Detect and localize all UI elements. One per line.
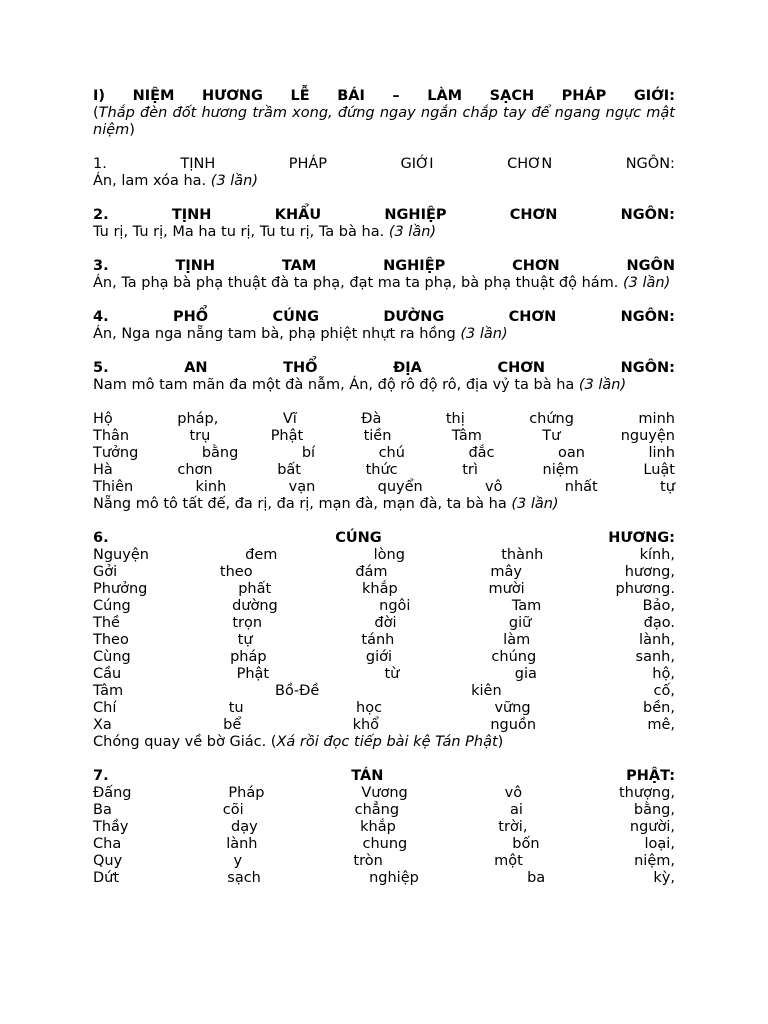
mantra: Tu rị, Tu rị, Ma ha tu rị, Tu tu rị, Ta bà ha. bbox=[93, 224, 389, 240]
verse-word: chú bbox=[378, 445, 405, 461]
verse-word: giới bbox=[365, 649, 393, 665]
closing-text: Chóng quay về bờ Giác. ( bbox=[93, 734, 277, 750]
verse-word: thức bbox=[365, 462, 398, 478]
verse-word: kỳ, bbox=[653, 870, 675, 886]
verse-word: trọn bbox=[232, 615, 263, 631]
verse-word: linh bbox=[648, 445, 675, 461]
verse-word: vững bbox=[494, 700, 531, 716]
verse-word: theo bbox=[219, 564, 253, 580]
verse-word: tự bbox=[237, 632, 253, 648]
section-tinh-phap-gioi bbox=[93, 156, 675, 190]
verse-word: Gởi bbox=[93, 564, 118, 580]
heading-word: TỊNH bbox=[180, 156, 216, 172]
mantra: Án, lam xóa ha. bbox=[93, 173, 211, 189]
verse-word: cố, bbox=[653, 683, 675, 699]
verse-word: dường bbox=[232, 598, 278, 614]
mantra: Nam mô tam mãn đa một đà nẫm, Án, độ rô độ rô, địa vỷ ta bà ha bbox=[93, 377, 579, 393]
heading-word: CÚNG bbox=[335, 530, 382, 546]
verse-word: Cha bbox=[93, 836, 122, 852]
verse-word: Xa bbox=[93, 717, 112, 733]
heading-word: TÁN bbox=[351, 768, 384, 784]
heading-word: 1. bbox=[93, 156, 107, 172]
verse-line bbox=[93, 853, 675, 870]
mantra-text bbox=[93, 326, 675, 343]
mantra-text bbox=[93, 496, 675, 513]
verse-word: vạn bbox=[288, 479, 316, 495]
paren-close: ) bbox=[497, 734, 504, 750]
verse-word: Đà bbox=[361, 411, 382, 427]
section-heading bbox=[93, 88, 675, 105]
verse-word: Hộ bbox=[93, 411, 113, 427]
verse-line bbox=[93, 649, 675, 666]
verse-word: ngôi bbox=[379, 598, 411, 614]
verse-line bbox=[93, 819, 675, 836]
verse-word: quyển bbox=[377, 479, 423, 495]
section-heading bbox=[93, 156, 675, 173]
mantra: Án, Ta phạ bà phạ thuật đà ta phạ, đạt ma ta phạ, bà phạ thuật độ hám. bbox=[93, 275, 623, 291]
verse-word: Tâm bbox=[93, 683, 124, 699]
verse-word: Vĩ bbox=[282, 411, 297, 427]
verse-word: nguyện bbox=[620, 428, 675, 444]
verse-word: Pháp bbox=[228, 785, 265, 801]
instruction-note: Xá rồi đọc tiếp bài kệ Tán Phật bbox=[276, 734, 498, 750]
verse-word: phất bbox=[238, 581, 272, 597]
heading-word: – bbox=[392, 88, 400, 104]
verse-word: lòng bbox=[373, 547, 405, 563]
verse-word: Tam bbox=[511, 598, 542, 614]
verse-word: mười bbox=[488, 581, 525, 597]
instruction-note bbox=[93, 105, 675, 139]
verse-word: vô bbox=[504, 785, 523, 801]
verse-word: Đấng bbox=[93, 785, 132, 801]
verse-word: sạch bbox=[227, 870, 261, 886]
section-cung-huong bbox=[93, 530, 675, 751]
verse-word: Theo bbox=[93, 632, 129, 648]
heading-word: LỄ bbox=[290, 88, 310, 104]
verse-word: khắp bbox=[361, 581, 398, 597]
verse-word: chẳng bbox=[354, 802, 400, 818]
heading-word: CHƠN bbox=[512, 258, 560, 274]
verse-word: mê, bbox=[647, 717, 675, 733]
heading-word: HƯƠNG: bbox=[608, 530, 675, 546]
heading-word: GIỚI: bbox=[633, 88, 675, 104]
heading-word: LÀM bbox=[427, 88, 463, 104]
heading-word: PHÁP bbox=[288, 156, 328, 172]
verse-word: Bồ-Đề bbox=[275, 683, 320, 699]
section-heading bbox=[93, 360, 675, 377]
verse-word: vô bbox=[485, 479, 503, 495]
heading-word: TỊNH bbox=[175, 258, 216, 274]
verse-word: kính, bbox=[639, 547, 675, 563]
closing-line bbox=[93, 734, 675, 751]
heading-word: NGHIỆP bbox=[384, 207, 447, 223]
verse-word: một bbox=[494, 853, 523, 869]
verse-line bbox=[93, 462, 675, 479]
verse-word: bốn bbox=[512, 836, 540, 852]
verse-word: khổ bbox=[352, 717, 380, 733]
heading-word: THỔ bbox=[283, 360, 318, 376]
verse-word: Chí bbox=[93, 700, 117, 716]
verse-word: khắp bbox=[360, 819, 396, 835]
section-heading bbox=[93, 768, 675, 785]
heading-word: NIỆM bbox=[132, 88, 175, 104]
verse-line bbox=[93, 564, 675, 581]
section-tinh-tam-nghiep bbox=[93, 258, 675, 292]
verse-word: đắc bbox=[468, 445, 495, 461]
heading-word: TỊNH bbox=[171, 207, 212, 223]
heading-word: PHÁP bbox=[561, 88, 607, 104]
verse-word: lành, bbox=[639, 632, 675, 648]
heading-word: 4. bbox=[93, 309, 109, 325]
verse-line bbox=[93, 666, 675, 683]
verse-word: Phật bbox=[236, 666, 270, 682]
verse-word: hộ, bbox=[652, 666, 675, 682]
heading-word: NGÔN bbox=[626, 258, 675, 274]
verse-word: Hà bbox=[93, 462, 113, 478]
verse-word: pháp, bbox=[177, 411, 219, 427]
verse-word: làm bbox=[503, 632, 531, 648]
verse-word: chứng bbox=[529, 411, 574, 427]
heading-word: NGHIỆP bbox=[383, 258, 446, 274]
heading-word: CÚNG bbox=[272, 309, 319, 325]
verse-word: trời, bbox=[498, 819, 528, 835]
verse-word: minh bbox=[638, 411, 675, 427]
verse-line bbox=[93, 870, 675, 887]
heading-word: PHẬT: bbox=[626, 768, 675, 784]
verse-word: phương. bbox=[615, 581, 675, 597]
document-body bbox=[93, 88, 675, 904]
verse-word: oan bbox=[558, 445, 585, 461]
verse-word: pháp bbox=[230, 649, 267, 665]
verse-word: Thề bbox=[93, 615, 120, 631]
verse-word: đời bbox=[374, 615, 397, 631]
section-ho-phap bbox=[93, 411, 675, 513]
verse-word: thượng, bbox=[619, 785, 675, 801]
heading-word: CHƠN bbox=[508, 309, 557, 325]
verse-line bbox=[93, 632, 675, 649]
repeat-note: (3 lần) bbox=[460, 326, 508, 342]
verse-word: người, bbox=[629, 819, 675, 835]
verse-line bbox=[93, 411, 675, 428]
section-tan-phat bbox=[93, 768, 675, 887]
verse-word: bất bbox=[277, 462, 301, 478]
heading-word: 2. bbox=[93, 207, 109, 223]
heading-word: I) bbox=[93, 88, 106, 104]
verse-word: y bbox=[233, 853, 243, 869]
section-pho-cung-duong bbox=[93, 309, 675, 343]
verse-line bbox=[93, 598, 675, 615]
heading-word: 7. bbox=[93, 768, 109, 784]
verse-word: bằng bbox=[201, 445, 239, 461]
verse-word: thành bbox=[501, 547, 544, 563]
verse-line bbox=[93, 683, 675, 700]
verse-line bbox=[93, 717, 675, 734]
verse-line bbox=[93, 802, 675, 819]
verse-word: tánh bbox=[361, 632, 395, 648]
verse-word: nghiệp bbox=[369, 870, 419, 886]
repeat-note: (3 lần) bbox=[511, 496, 559, 512]
verse-word: học bbox=[356, 700, 383, 716]
verse-word: Quy bbox=[93, 853, 123, 869]
verse-word: Cùng bbox=[93, 649, 131, 665]
heading-word: DƯỜNG bbox=[383, 309, 445, 325]
verse-line bbox=[93, 428, 675, 445]
heading-word: CHƠN bbox=[497, 360, 546, 376]
heading-word: ĐỊA bbox=[393, 360, 422, 376]
verse-word: bể bbox=[223, 717, 242, 733]
verse-word: trụ bbox=[189, 428, 211, 444]
verse-word: Dứt bbox=[93, 870, 120, 886]
heading-word: CHƠN bbox=[507, 156, 553, 172]
verse-word: nhất bbox=[564, 479, 598, 495]
verse-word: chung bbox=[362, 836, 408, 852]
heading-word: 3. bbox=[93, 258, 109, 274]
verse-line bbox=[93, 445, 675, 462]
heading-word: SẠCH bbox=[489, 88, 535, 104]
verse-word: Bảo, bbox=[642, 598, 675, 614]
note-italic: Thắp đèn đốt hương trầm xong, đứng ngay ngắn chắp tay để ngang ngực mật niệm bbox=[93, 105, 675, 138]
verse-word: Tâm bbox=[451, 428, 482, 444]
mantra-text bbox=[93, 224, 675, 241]
verse-word: gia bbox=[514, 666, 537, 682]
verse-line bbox=[93, 479, 675, 496]
repeat-note: (3 lần) bbox=[210, 173, 259, 189]
heading-word: BÁI bbox=[337, 88, 365, 104]
section-heading bbox=[93, 258, 675, 275]
verse-word: nguồn bbox=[490, 717, 537, 733]
paren-close: ) bbox=[129, 122, 135, 138]
verse-word: cõi bbox=[222, 802, 244, 818]
verse-word: Thầy bbox=[93, 819, 129, 835]
verse-word: ba bbox=[527, 870, 546, 886]
section-an-tho-dia bbox=[93, 360, 675, 394]
verse-word: Cúng bbox=[93, 598, 131, 614]
verse-word: đám bbox=[355, 564, 388, 580]
section-niem-huong bbox=[93, 88, 675, 139]
section-heading bbox=[93, 530, 675, 547]
section-heading bbox=[93, 207, 675, 224]
verse-word: Luật bbox=[643, 462, 675, 478]
heading-word: PHỔ bbox=[173, 309, 209, 325]
verse-word: Phật bbox=[270, 428, 304, 444]
verse-word: sanh, bbox=[635, 649, 675, 665]
verse-word: trì bbox=[462, 462, 478, 478]
verse-word: Tư bbox=[542, 428, 561, 444]
verse-word: Vương bbox=[361, 785, 408, 801]
section-tinh-khau-nghiep bbox=[93, 207, 675, 241]
heading-word: CHƠN bbox=[509, 207, 558, 223]
verse-word: loại, bbox=[644, 836, 675, 852]
heading-word: NGÔN: bbox=[625, 156, 675, 172]
verse-word: chơn bbox=[177, 462, 213, 478]
verse-line bbox=[93, 547, 675, 564]
verse-word: dạy bbox=[230, 819, 258, 835]
verse-line bbox=[93, 700, 675, 717]
verse-word: ai bbox=[510, 802, 523, 818]
heading-word: NGÔN: bbox=[620, 309, 675, 325]
section-heading bbox=[93, 309, 675, 326]
verse-word: bí bbox=[301, 445, 316, 461]
mantra: Án, Nga nga nẵng tam bà, phạ phiệt nhựt ra hồng bbox=[93, 326, 461, 342]
verse-word: Thân bbox=[93, 428, 130, 444]
repeat-note: (3 lần) bbox=[578, 377, 627, 393]
verse-word: tròn bbox=[353, 853, 383, 869]
verse-word: bền, bbox=[643, 700, 675, 716]
verse-word: Cầu bbox=[93, 666, 122, 682]
verse-word: bằng, bbox=[633, 802, 675, 818]
verse-word: tu bbox=[228, 700, 244, 716]
verse-word: đạo. bbox=[643, 615, 675, 631]
verse-word: Ba bbox=[93, 802, 112, 818]
verse-word: Tưởng bbox=[93, 445, 139, 461]
verse-word: niệm bbox=[542, 462, 579, 478]
repeat-note: (3 lần) bbox=[388, 224, 437, 240]
verse-word: Thiên bbox=[93, 479, 134, 495]
verse-word: hương, bbox=[624, 564, 675, 580]
verse-word: niệm, bbox=[634, 853, 675, 869]
verse-word: Nguyện bbox=[93, 547, 149, 563]
verse-word: thị bbox=[445, 411, 465, 427]
heading-word: GIỚI bbox=[400, 156, 434, 172]
heading-word: TAM bbox=[281, 258, 317, 274]
heading-word: NGÔN: bbox=[620, 207, 675, 223]
mantra-text bbox=[93, 377, 675, 394]
heading-word: 5. bbox=[93, 360, 109, 376]
verse-word: mây bbox=[490, 564, 522, 580]
mantra-text bbox=[93, 173, 675, 190]
verse-word: đem bbox=[245, 547, 278, 563]
repeat-note: (3 lần) bbox=[623, 275, 671, 291]
verse-word: chúng bbox=[491, 649, 537, 665]
paren-open: ( bbox=[93, 105, 99, 121]
verse-word: giữ bbox=[508, 615, 532, 631]
heading-word: NGÔN: bbox=[620, 360, 675, 376]
verse-word: kinh bbox=[195, 479, 227, 495]
verse-word: kiên bbox=[471, 683, 502, 699]
verse-line bbox=[93, 836, 675, 853]
heading-word: 6. bbox=[93, 530, 109, 546]
verse-word: tự bbox=[660, 479, 675, 495]
verse-line bbox=[93, 615, 675, 632]
heading-word: AN bbox=[184, 360, 208, 376]
heading-word: KHẨU bbox=[274, 207, 322, 223]
mantra-text bbox=[93, 275, 675, 292]
mantra: Nẵng mô tô tất đế, đa rị, đa rị, mạn đà, mạn đà, ta bà ha bbox=[93, 496, 512, 512]
heading-word: HƯƠNG bbox=[202, 88, 263, 104]
verse-word: tiền bbox=[363, 428, 392, 444]
verse-line bbox=[93, 581, 675, 598]
verse-word: lành bbox=[226, 836, 258, 852]
verse-word: Phưởng bbox=[93, 581, 148, 597]
verse-word: từ bbox=[384, 666, 400, 682]
verse-line bbox=[93, 785, 675, 802]
